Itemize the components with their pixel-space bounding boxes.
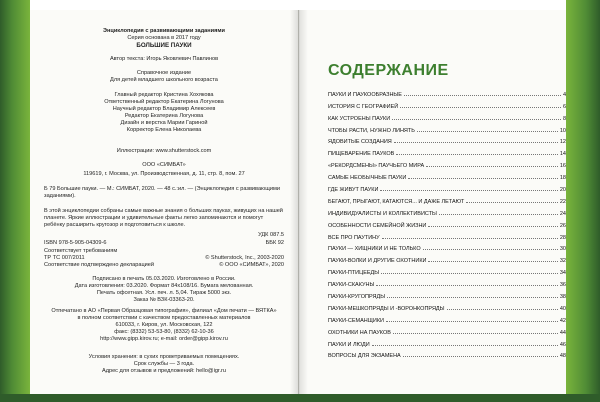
toc-entry-title: ЯДОВИТЫЕ СОЗДАНИЯ	[328, 139, 392, 146]
toc-entry-page: 26	[559, 222, 566, 229]
toc-entry-page: 18	[559, 175, 566, 182]
toc-entry	[328, 145, 566, 157]
toc-entry	[328, 110, 566, 122]
toc-leader-dots	[404, 95, 561, 96]
toc-leader-dots	[466, 202, 558, 203]
toc-entry-title: ПИЩЕВАРЕНИЕ ПАУКОВ	[328, 151, 395, 158]
toc-entry	[328, 288, 566, 300]
toc-entry-title: ПАУКИ И ПАУКООБРАЗНЫЕ	[328, 91, 402, 98]
isbn: ISBN 978-5-905-04309-6	[44, 240, 107, 246]
toc-entry	[328, 217, 566, 229]
toc-entry	[328, 252, 566, 264]
printing-house-line: в полном соответствии с качеством предоставленных материалов	[77, 315, 251, 321]
toc-entry-page: 44	[559, 329, 566, 336]
toc-entry-title: ОХОТНИКИ НА ПАУКОВ	[328, 329, 391, 336]
author-line: Автор текста: Игорь Яковлевич Павлинов	[109, 56, 219, 62]
toc-entry-page: 8	[562, 115, 566, 122]
toc-entry-title: ПАУКИ-ВОЛКИ И ДРУГИЕ ОХОТНИКИ	[328, 258, 427, 265]
toc-entry	[328, 134, 566, 146]
toc-entry-page: 20	[559, 187, 566, 194]
book-title: БОЛЬШИЕ ПАУКИ	[136, 42, 192, 49]
bbk-code: ББК 92	[265, 240, 284, 246]
toc-entry-title: БЕГАЮТ, ПРЫГАЮТ, КАТАЮТСЯ... И ДАЖЕ ЛЕТАЮТ	[328, 198, 465, 205]
credit-line: Дизайн и верстка Марии Гариной	[120, 120, 208, 126]
toc-entry-title: ПАУКИ-СКАКУНЫ	[328, 282, 375, 289]
toc-entry-page: 16	[559, 163, 566, 170]
toc-leader-dots	[428, 226, 557, 227]
print-info-line: Печать офсетная. Усл. печ. л. 5,04. Тираж 5000 экз.	[96, 290, 232, 296]
print-info-line: Заказ № ВЗК-03363-20.	[133, 297, 195, 303]
edition-type: Справочное издание	[136, 70, 192, 76]
toc-entry-page: 24	[559, 210, 566, 217]
publisher-address: 119619, г. Москва, ул. Производственная, д. 11, стр. 8, пом. 27	[83, 171, 245, 177]
toc-leader-dots	[392, 119, 561, 120]
toc-entry-title: КАК УСТРОЕНЫ ПАУКИ	[328, 115, 391, 122]
toc-entry	[328, 229, 566, 241]
storage-line: Адрес для отзывов и предложений: hello@igr.ru	[101, 368, 227, 374]
series-founded: Серия основана в 2017 году	[127, 35, 201, 41]
toc-entry	[328, 193, 566, 205]
toc-entry-title: ИНДИВИДУАЛИСТЫ И КОЛЛЕКТИВИСТЫ	[328, 210, 437, 217]
printing-house-line: 610033, г. Киров, ул. Московская, 122	[115, 322, 213, 328]
credit-line: Научный редактор Владимир Алексеев	[112, 106, 216, 112]
compliance-text: Соответствует требованиям	[44, 248, 118, 254]
printing-house-line: http://www.gipp.kirov.ru; e-mail: order@gipp.kirov.ru	[100, 336, 228, 342]
series-title: Энциклопедия с развивающими заданиями	[103, 28, 225, 34]
credit-line: Главный редактор Кристина Хохякова	[114, 92, 214, 98]
toc-leader-dots	[403, 356, 558, 357]
toc-leader-dots	[380, 190, 557, 191]
toc-entry-title: ПАУКИ — ХИЩНИКИ И НЕ ТОЛЬКО	[328, 246, 421, 253]
toc-entry	[328, 264, 566, 276]
table-of-contents	[328, 86, 566, 359]
publisher-name: ООО «СИМБАТ»	[142, 162, 186, 168]
toc-leader-dots	[386, 321, 558, 322]
toc-entry-page: 14	[559, 151, 566, 158]
printing-house-line: факс: (8332) 53-53-80, (8332) 62-10-36	[114, 329, 214, 335]
toc-entry	[328, 98, 566, 110]
toc-entry	[328, 241, 566, 253]
toc-entry-title: ЧТОБЫ РАСТИ, НУЖНО ЛИНЯТЬ	[328, 127, 415, 134]
toc-leader-dots	[439, 214, 558, 215]
toc-entry-page: 36	[559, 282, 566, 289]
toc-entry-page: 22	[559, 198, 566, 205]
toc-leader-dots	[417, 131, 558, 132]
toc-entry-page: 32	[559, 258, 566, 265]
toc-entry	[328, 169, 566, 181]
illustrations-credit: Иллюстрации: www.shutterstock.com	[116, 148, 212, 154]
toc-entry-page: 34	[559, 270, 566, 277]
toc-entry	[328, 276, 566, 288]
credit-line: Ответственный редактор Екатерина Логунова	[104, 99, 224, 105]
toc-entry-title: ПАУКИ И ЛЮДИ	[328, 341, 370, 348]
toc-entry-title: ВСЕ ПРО ПАУТИНУ	[328, 234, 380, 241]
book-gutter	[290, 10, 308, 394]
declaration-text: Соответствие подтверждено декларацией	[44, 262, 155, 268]
toc-entry-title: ВОПРОСЫ ДЛЯ ЭКЗАМЕНА	[328, 353, 401, 360]
copyright-shutterstock: © Shutterstock, Inc., 2003-2020	[205, 255, 284, 261]
bibliographic-record: Б 79 Большие пауки. — М.: СИМБАТ, 2020. — 48 с.:ил. — (Энциклопедия с развивающими заданиями).	[44, 186, 280, 199]
annotation-text: В этой энциклопедии собраны самые важные знания о больших пауках, живущих на нашей планете. Яркие иллюстрации и удивительные факты легко запоминаются и помогут ребёнку расширить кругозор и подготовиться к школе.	[44, 208, 283, 228]
print-info-line: Подписано в печать 05.03.2020. Изготовлено в России.	[92, 276, 236, 282]
toc-leader-dots	[382, 238, 558, 239]
toc-leader-dots	[428, 261, 557, 262]
toc-leader-dots	[372, 345, 558, 346]
credit-line: Корректор Елена Николаева	[126, 127, 202, 133]
toc-leader-dots	[408, 178, 558, 179]
print-info-line: Дата изготовления: 03.2020. Формат 84х108/16. Бумага мелованная.	[74, 283, 254, 289]
toc-entry	[328, 348, 566, 360]
toc-leader-dots	[381, 273, 558, 274]
toc-entry-page: 38	[559, 294, 566, 301]
book-cover-right-edge	[566, 0, 600, 402]
storage-line: Условия хранения: в сухих проветриваемых помещениях.	[88, 354, 240, 360]
toc-entry	[328, 336, 566, 348]
printing-house-line: Отпечатано в АО «Первая Образцовая типография», филиал «Дом печати — ВЯТКА»	[51, 308, 277, 314]
toc-entry	[328, 300, 566, 312]
book-cover-left-edge	[0, 0, 30, 402]
toc-entry-title: ИСТОРИЯ С ГЕОГРАФИЕЙ	[328, 103, 399, 110]
toc-entry	[328, 86, 566, 98]
toc-entry-page: 40	[559, 305, 566, 312]
toc-leader-dots	[426, 166, 558, 167]
toc-entry-title: ПАУКИ-КРУГОПРЯДЫ	[328, 294, 386, 301]
toc-entry-title: «РЕКОРДСМЕНЫ» ПАУЧЬЕГО МИРА	[328, 163, 425, 170]
tr-ts-code: ТР ТС 007/2011	[44, 255, 85, 261]
toc-leader-dots	[387, 297, 558, 298]
toc-entry	[328, 312, 566, 324]
toc-entry-page: 46	[559, 341, 566, 348]
book-cover-bottom-edge	[0, 394, 600, 402]
credit-line: Редактор Екатерина Логунова	[124, 113, 204, 119]
toc-entry-title: ПАУКИ-ПТИЦЕЕДЫ	[328, 270, 380, 277]
toc-leader-dots	[423, 249, 558, 250]
toc-entry-page: 48	[559, 353, 566, 360]
toc-entry-page: 4	[562, 91, 566, 98]
toc-entry-page: 28	[559, 234, 566, 241]
udk-code: УДК 087.5	[258, 232, 284, 238]
toc-entry	[328, 157, 566, 169]
toc-entry	[328, 122, 566, 134]
toc-leader-dots	[396, 154, 558, 155]
toc-entry-title: САМЫЕ НЕОБЫЧНЫЕ ПАУКИ	[328, 175, 407, 182]
toc-entry-title: ГДЕ ЖИВУТ ПАУКИ	[328, 187, 379, 194]
toc-entry-page: 30	[559, 246, 566, 253]
toc-entry-page: 6	[562, 103, 566, 110]
toc-entry	[328, 181, 566, 193]
toc-entry-title: ПАУКИ-МЕШКОПРЯДЫ И -ВОРОНКОПРЯДЫ	[328, 305, 445, 312]
age-target: Для детей младшего школьного возраста	[110, 77, 218, 83]
contents-heading: СОДЕРЖАНИЕ	[328, 62, 449, 79]
toc-leader-dots	[376, 285, 558, 286]
toc-leader-dots	[400, 107, 561, 108]
toc-leader-dots	[393, 333, 558, 334]
toc-entry-title: ПАУКИ-СЕМАНЩИКИ	[328, 317, 384, 324]
toc-entry-title: ОСОБЕННОСТИ СЕМЕЙНОЙ ЖИЗНИ	[328, 222, 427, 229]
toc-entry-page: 10	[559, 127, 566, 134]
storage-line: Срок службы — 3 года.	[133, 361, 195, 367]
toc-entry	[328, 324, 566, 336]
toc-entry	[328, 205, 566, 217]
toc-entry-page: 42	[559, 317, 566, 324]
copyright-simbat: © ООО «СИМБАТ», 2020	[219, 262, 284, 268]
toc-leader-dots	[447, 309, 558, 310]
toc-leader-dots	[394, 142, 558, 143]
toc-entry-page: 12	[559, 139, 566, 146]
